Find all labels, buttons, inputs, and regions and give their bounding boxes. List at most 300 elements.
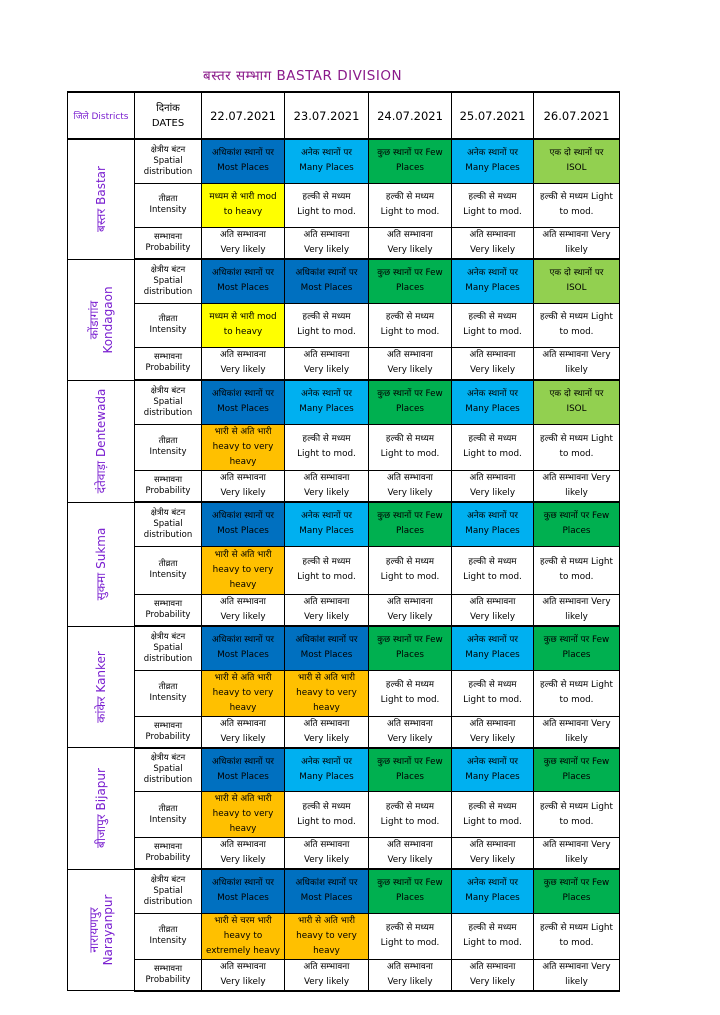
intensity-cell-en: to heavy	[223, 207, 263, 217]
row-label-en: Spatial distribution	[143, 518, 193, 540]
spatial-cell-hi: अनेक स्थानों पर	[301, 756, 352, 767]
intensity-cell	[452, 913, 534, 959]
probability-cell	[202, 470, 285, 502]
probability-cell	[534, 594, 620, 626]
spatial-cell	[369, 869, 452, 913]
probability-cell-hi: अति सम्भावना	[303, 229, 350, 240]
intensity-cell	[534, 792, 620, 838]
probability-cell-hi: अति सम्भावना	[387, 961, 433, 972]
row-label-hi: क्षेत्रीय बंटन	[150, 631, 186, 642]
page-title: बस्तर सम्भाग BASTAR DIVISION	[203, 68, 403, 84]
spatial-cell	[369, 626, 452, 670]
row-label-hi: तीव्रता	[158, 682, 178, 692]
spatial-cell-hi: कुछ स्थानों पर Few	[543, 756, 610, 767]
district-name-cell	[68, 869, 135, 991]
intensity-cell-hi: हल्की से मध्यम Light	[540, 192, 613, 202]
intensity-cell-en: Light to mod.	[463, 449, 522, 459]
intensity-cell-hi: मध्यम से भारी mod	[209, 312, 277, 322]
intensity-cell-hi: हल्की से मध्यम	[385, 434, 435, 444]
spatial-cell	[452, 626, 534, 670]
intensity-cell-hi: हल्की से मध्यम	[385, 923, 435, 933]
probability-cell-en: likely	[565, 855, 588, 865]
probability-cell-hi: अति सम्भावना	[469, 840, 516, 850]
intensity-cell	[369, 303, 452, 347]
intensity-cell-hi: हल्की से मध्यम	[302, 312, 351, 322]
intensity-cell-hi: हल्की से मध्यम	[302, 801, 351, 812]
header-row	[68, 92, 620, 139]
spatial-cell	[285, 626, 369, 670]
probability-cell-hi: अति सम्भावना	[220, 229, 266, 240]
district-name-hi: बस्तर	[94, 208, 108, 233]
spatial-cell	[534, 380, 620, 424]
spatial-cell-en: Places	[396, 404, 424, 415]
row-label-probability	[135, 959, 202, 991]
district-name-hi: कांकेर	[94, 696, 108, 723]
date-header: 22.07.2021	[202, 92, 285, 139]
district-row-intensity	[68, 792, 620, 838]
dates-header	[135, 92, 202, 139]
row-label-en: Probability	[145, 974, 191, 985]
intensity-cell-hi: हल्की से मध्यम	[302, 192, 351, 202]
probability-cell	[452, 716, 534, 748]
spatial-cell	[285, 502, 369, 546]
probability-cell	[534, 470, 620, 502]
probability-cell	[369, 470, 452, 502]
intensity-cell	[534, 546, 620, 594]
probability-cell	[452, 347, 534, 380]
row-label-probability	[135, 347, 202, 380]
row-label-en: Probability	[145, 609, 191, 620]
intensity-cell	[202, 913, 285, 959]
intensity-cell-en: heavy to very heavy	[212, 441, 274, 467]
district-name-hi: दंतेवाड़ा	[94, 460, 108, 494]
probability-cell-hi: अति सम्भावना	[387, 350, 433, 361]
probability-cell-hi: अति सम्भावना	[303, 840, 350, 850]
spatial-cell-en: Many Places	[465, 283, 520, 294]
spatial-cell	[452, 502, 534, 546]
district-name-en: Bastar	[94, 166, 108, 206]
district-name-en: Kanker	[94, 650, 108, 693]
probability-cell	[285, 594, 369, 626]
intensity-cell-hi: हल्की से मध्यम Light	[540, 434, 613, 444]
intensity-cell-en: Light to mod.	[463, 207, 522, 217]
probability-cell-en: Very likely	[469, 733, 516, 744]
spatial-cell	[369, 502, 452, 546]
probability-cell	[452, 594, 534, 626]
spatial-cell-en: Places	[562, 650, 591, 661]
intensity-cell-en: Light to mod.	[463, 572, 522, 582]
probability-cell-hi: अति सम्भावना	[387, 718, 433, 729]
spatial-cell-hi: अनेक स्थानों पर	[467, 756, 518, 767]
intensity-cell-en: Light to mod.	[297, 572, 356, 582]
spatial-cell-en: Most Places	[217, 893, 269, 904]
probability-cell-en: Very likely	[303, 976, 350, 987]
intensity-cell	[202, 670, 285, 716]
row-label-probability	[135, 716, 202, 748]
district-name-cell	[68, 139, 135, 259]
intensity-cell	[452, 303, 534, 347]
district-row-spatial	[68, 259, 620, 303]
row-label-hi: क्षेत्रीय बंटन	[150, 874, 186, 885]
district-row-probability	[68, 959, 620, 991]
spatial-cell	[369, 259, 452, 303]
spatial-cell	[534, 259, 620, 303]
district-row-probability	[68, 470, 620, 502]
probability-cell-en: Very likely	[220, 976, 266, 987]
probability-cell-hi: अति सम्भावना	[303, 350, 350, 361]
spatial-cell-en: Places	[562, 771, 591, 782]
district-row-spatial	[68, 748, 620, 792]
probability-cell	[285, 347, 369, 380]
row-label-intensity	[135, 424, 202, 470]
intensity-cell-hi: हल्की से मध्यम	[468, 923, 517, 933]
intensity-cell-hi: हल्की से मध्यम Light	[540, 923, 613, 933]
intensity-cell	[285, 183, 369, 227]
row-label-en: Probability	[145, 242, 191, 253]
probability-cell-hi: अति सम्भावना Very	[542, 718, 611, 729]
spatial-cell-en: Most Places	[300, 650, 353, 661]
row-label-spatial	[135, 502, 202, 546]
district-name-cell	[68, 380, 135, 502]
probability-cell	[452, 227, 534, 259]
districts-header: जिले Districts	[68, 92, 135, 139]
probability-cell	[369, 838, 452, 870]
probability-cell	[285, 227, 369, 259]
row-label-probability	[135, 594, 202, 626]
spatial-cell-en: Most Places	[217, 283, 269, 294]
spatial-cell-hi: अनेक स्थानों पर	[467, 635, 518, 646]
probability-cell-en: Very likely	[387, 976, 433, 987]
probability-cell-hi: अति सम्भावना Very	[542, 961, 611, 972]
intensity-cell	[534, 424, 620, 470]
district-row-intensity	[68, 303, 620, 347]
intensity-cell-en: heavy to extremely heavy	[206, 930, 280, 956]
spatial-cell-hi: अधिकांश स्थानों पर	[212, 756, 274, 767]
intensity-cell-hi: हल्की से मध्यम	[468, 312, 517, 322]
spatial-cell-en: Many Places	[299, 163, 354, 174]
intensity-cell-en: Light to mod.	[380, 449, 440, 459]
spatial-cell-hi: कुछ स्थानों पर Few	[377, 756, 443, 767]
spatial-cell	[285, 748, 369, 792]
intensity-cell	[534, 303, 620, 347]
intensity-cell-en: to mod.	[559, 938, 594, 948]
intensity-cell-hi: हल्की से मध्यम	[468, 680, 517, 690]
district-name-cell	[68, 626, 135, 748]
intensity-cell	[369, 670, 452, 716]
row-label-intensity	[135, 546, 202, 594]
spatial-cell-hi: अधिकांश स्थानों पर	[295, 635, 358, 646]
row-label-en: Intensity	[149, 205, 187, 215]
intensity-cell-hi: हल्की से मध्यम	[385, 312, 435, 322]
intensity-cell-hi: भारी से अति भारी	[214, 549, 272, 560]
intensity-cell	[534, 183, 620, 227]
intensity-cell-hi: हल्की से मध्यम Light	[540, 557, 613, 567]
probability-cell	[452, 838, 534, 870]
spatial-cell-en: Places	[396, 893, 424, 904]
row-label-hi: सम्भावना	[153, 352, 183, 363]
intensity-cell-en: heavy to very heavy	[296, 687, 357, 713]
row-label-hi: तीव्रता	[158, 559, 178, 569]
probability-cell	[202, 959, 285, 991]
district-name-cell	[68, 748, 135, 870]
row-label-en: Spatial distribution	[143, 764, 193, 786]
date-header: 23.07.2021	[285, 92, 369, 139]
row-label-hi: सम्भावना	[153, 598, 183, 609]
spatial-cell-hi: कुछ स्थानों पर Few	[543, 511, 610, 522]
spatial-cell	[534, 139, 620, 183]
spatial-cell	[285, 869, 369, 913]
probability-cell-hi: अति सम्भावना	[469, 961, 516, 972]
district-name-cell	[68, 259, 135, 380]
district-name-en: Dentewada	[94, 388, 108, 458]
intensity-cell-en: Light to mod.	[297, 816, 356, 827]
row-label-hi: सम्भावना	[153, 963, 183, 974]
row-label-hi: क्षेत्रीय बंटन	[150, 507, 186, 518]
spatial-cell	[285, 139, 369, 183]
intensity-cell	[369, 183, 452, 227]
probability-cell-hi: अति सम्भावना	[220, 472, 266, 483]
probability-cell	[534, 347, 620, 380]
probability-cell	[202, 716, 285, 748]
spatial-cell-en: Many Places	[465, 650, 520, 661]
probability-cell-en: Very likely	[303, 855, 350, 865]
intensity-cell	[452, 183, 534, 227]
row-label-intensity	[135, 303, 202, 347]
district-row-intensity	[68, 183, 620, 227]
probability-cell-en: Very likely	[469, 611, 516, 622]
intensity-cell-hi: हल्की से मध्यम	[385, 192, 435, 202]
intensity-cell-hi: भारी से चरम भारी	[214, 915, 272, 926]
district-name-hi: सुकमा	[94, 572, 108, 601]
spatial-cell	[202, 259, 285, 303]
row-label-hi: सम्भावना	[153, 720, 183, 731]
intensity-cell-en: Light to mod.	[297, 327, 356, 337]
district-row-spatial	[68, 380, 620, 424]
spatial-cell-hi: अनेक स्थानों पर	[467, 148, 518, 159]
intensity-cell-hi: हल्की से मध्यम Light	[540, 680, 613, 690]
probability-cell-hi: अति सम्भावना	[220, 350, 266, 361]
probability-cell	[285, 470, 369, 502]
district-row-probability	[68, 838, 620, 870]
intensity-cell-en: Light to mod.	[380, 816, 440, 827]
intensity-cell-hi: हल्की से मध्यम	[468, 557, 517, 567]
spatial-cell	[452, 748, 534, 792]
row-label-probability	[135, 838, 202, 870]
spatial-cell-hi: एक दो स्थानों पर	[549, 148, 604, 159]
row-label-spatial	[135, 139, 202, 183]
district-row-spatial	[68, 502, 620, 546]
intensity-cell	[369, 913, 452, 959]
intensity-cell-en: heavy to very heavy	[296, 930, 357, 956]
probability-cell-en: likely	[565, 365, 588, 376]
row-label-intensity	[135, 792, 202, 838]
intensity-cell-en: to mod.	[559, 449, 594, 459]
intensity-cell	[285, 670, 369, 716]
probability-cell-en: likely	[565, 976, 588, 987]
probability-cell-hi: अति सम्भावना	[303, 472, 350, 483]
district-row-intensity	[68, 670, 620, 716]
spatial-cell	[202, 380, 285, 424]
spatial-cell	[202, 626, 285, 670]
intensity-cell-en: Light to mod.	[297, 449, 356, 459]
intensity-cell-en: to mod.	[559, 572, 594, 582]
spatial-cell-hi: अधिकांश स्थानों पर	[212, 635, 274, 646]
row-label-en: Intensity	[149, 447, 187, 457]
spatial-cell-hi: कुछ स्थानों पर Few	[377, 635, 443, 646]
intensity-cell-en: Light to mod.	[463, 695, 522, 705]
intensity-cell-en: to mod.	[559, 207, 594, 217]
probability-cell-hi: अति सम्भावना Very	[542, 229, 611, 240]
row-label-intensity	[135, 670, 202, 716]
intensity-cell	[285, 424, 369, 470]
row-label-intensity	[135, 913, 202, 959]
row-label-en: Intensity	[149, 814, 187, 825]
row-label-hi: सम्भावना	[153, 842, 183, 852]
probability-cell-en: Very likely	[469, 487, 516, 498]
spatial-cell-hi: अधिकांश स्थानों पर	[212, 148, 274, 159]
spatial-cell-en: Many Places	[465, 771, 520, 782]
probability-cell-hi: अति सम्भावना	[220, 718, 266, 729]
intensity-cell-en: Light to mod.	[380, 572, 440, 582]
probability-cell	[285, 838, 369, 870]
district-row-probability	[68, 227, 620, 259]
probability-cell-en: Very likely	[220, 487, 266, 498]
intensity-cell-hi: हल्की से मध्यम	[468, 434, 517, 444]
spatial-cell-hi: एक दो स्थानों पर	[549, 268, 604, 279]
row-label-spatial	[135, 626, 202, 670]
district-row-spatial	[68, 626, 620, 670]
probability-cell-en: Very likely	[303, 733, 350, 744]
intensity-cell-hi: भारी से अति भारी	[297, 672, 356, 683]
dates-header-en: DATES	[151, 117, 185, 129]
date-header: 26.07.2021	[534, 92, 620, 139]
district-row-probability	[68, 347, 620, 380]
row-label-en: Intensity	[149, 693, 187, 703]
spatial-cell-en: Places	[562, 893, 591, 904]
probability-cell	[202, 594, 285, 626]
probability-cell	[285, 716, 369, 748]
probability-cell-hi: अति सम्भावना	[220, 596, 266, 607]
spatial-cell-en: Most Places	[217, 771, 269, 782]
probability-cell-en: Very likely	[387, 487, 433, 498]
intensity-cell	[452, 792, 534, 838]
spatial-cell-hi: अनेक स्थानों पर	[467, 511, 518, 522]
probability-cell-hi: अति सम्भावना	[303, 718, 350, 729]
spatial-cell-en: Places	[396, 526, 424, 537]
probability-cell-hi: अति सम्भावना	[387, 596, 433, 607]
spatial-cell-hi: अधिकांश स्थानों पर	[212, 511, 274, 522]
probability-cell-en: Very likely	[220, 855, 266, 865]
spatial-cell-hi: अधिकांश स्थानों पर	[212, 268, 274, 279]
intensity-cell	[285, 792, 369, 838]
spatial-cell-en: Many Places	[465, 163, 520, 174]
row-label-en: Probability	[145, 853, 191, 863]
district-row-intensity	[68, 546, 620, 594]
probability-cell-en: Very likely	[387, 855, 433, 865]
intensity-cell-hi: हल्की से मध्यम	[468, 801, 517, 812]
intensity-cell	[202, 424, 285, 470]
intensity-cell-en: heavy to very heavy	[212, 564, 274, 590]
probability-cell-hi: अति सम्भावना	[387, 840, 433, 850]
spatial-cell-en: Most Places	[217, 163, 269, 174]
intensity-cell-en: heavy to very heavy	[212, 809, 274, 834]
district-name-en: Sukma	[94, 527, 108, 569]
spatial-cell	[534, 748, 620, 792]
district-name-hi: नारायणपुर	[87, 907, 101, 953]
probability-cell-hi: अति सम्भावना Very	[542, 596, 611, 607]
intensity-cell-hi: हल्की से मध्यम	[302, 434, 351, 444]
spatial-cell-hi: अनेक स्थानों पर	[467, 389, 518, 400]
row-label-en: Probability	[145, 731, 191, 742]
district-row-spatial	[68, 869, 620, 913]
row-label-hi: क्षेत्रीय बंटन	[150, 753, 186, 764]
intensity-cell-hi: भारी से अति भारी	[214, 794, 272, 804]
row-label-hi: क्षेत्रीय बंटन	[150, 144, 186, 155]
spatial-cell	[452, 139, 534, 183]
spatial-cell	[202, 139, 285, 183]
spatial-cell-hi: कुछ स्थानों पर Few	[377, 511, 443, 522]
intensity-cell	[285, 913, 369, 959]
spatial-cell-hi: अधिकांश स्थानों पर	[295, 268, 358, 279]
intensity-cell-hi: हल्की से मध्यम Light	[540, 312, 613, 322]
probability-cell-hi: अति सम्भावना	[387, 229, 433, 240]
intensity-cell-en: Light to mod.	[463, 938, 522, 948]
spatial-cell	[369, 748, 452, 792]
probability-cell	[369, 347, 452, 380]
district-row-spatial	[68, 139, 620, 183]
intensity-cell	[202, 303, 285, 347]
probability-cell-en: Very likely	[220, 365, 266, 376]
probability-cell	[534, 227, 620, 259]
probability-cell-en: Very likely	[220, 611, 266, 622]
row-label-spatial	[135, 380, 202, 424]
district-row-probability	[68, 716, 620, 748]
spatial-cell-en: Places	[396, 771, 424, 782]
intensity-cell-hi: हल्की से मध्यम	[385, 801, 435, 812]
probability-cell-en: Very likely	[303, 365, 350, 376]
district-name-en: Bijapur	[94, 768, 108, 811]
row-label-hi: तीव्रता	[158, 803, 178, 814]
intensity-cell-en: Light to mod.	[297, 207, 356, 217]
row-label-hi: क्षेत्रीय बंटन	[150, 264, 186, 275]
row-label-en: Spatial distribution	[143, 396, 193, 418]
probability-cell-en: Very likely	[387, 365, 433, 376]
district-name-en: Kondagaon	[101, 285, 115, 354]
spatial-cell-hi: एक दो स्थानों पर	[549, 389, 604, 400]
spatial-cell-en: Many Places	[299, 404, 354, 415]
spatial-cell-en: Most Places	[217, 404, 269, 415]
row-label-en: Spatial distribution	[143, 642, 193, 664]
probability-cell-hi: अति सम्भावना	[469, 472, 516, 483]
spatial-cell-en: Most Places	[217, 526, 269, 537]
probability-cell	[202, 347, 285, 380]
probability-cell-en: likely	[565, 244, 588, 255]
spatial-cell	[452, 259, 534, 303]
spatial-cell-en: Many Places	[299, 771, 354, 782]
spatial-cell-hi: कुछ स्थानों पर Few	[543, 878, 610, 889]
probability-cell-en: Very likely	[387, 733, 433, 744]
probability-cell-hi: अति सम्भावना	[220, 961, 266, 972]
spatial-cell	[452, 380, 534, 424]
row-label-hi: तीव्रता	[158, 194, 178, 204]
intensity-cell-hi: हल्की से मध्यम	[302, 557, 351, 567]
date-header: 25.07.2021	[452, 92, 534, 139]
probability-cell	[369, 716, 452, 748]
intensity-cell-hi: मध्यम से भारी mod	[209, 192, 277, 202]
intensity-cell-en: Light to mod.	[380, 695, 440, 705]
row-label-hi: तीव्रता	[158, 314, 178, 324]
spatial-cell-en: Most Places	[300, 283, 353, 294]
